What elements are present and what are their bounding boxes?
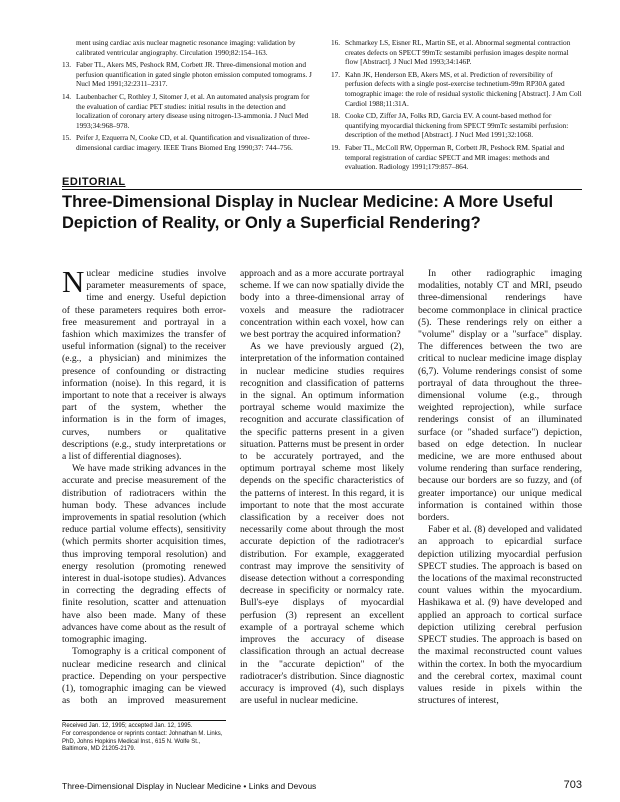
reference-item: 18. Cooke CD, Ziffer JA, Folks RD, Garcia EV. A count-based method for quantifying myocardial thickening from SPECT 99mTc sestamibi perfusion: description of the method [Abstract]. J Nucl Med 1991;32:1068. <box>331 111 569 140</box>
page-footer <box>62 779 582 793</box>
received-date: Received Jan. 12, 1995; accepted Jan. 12, 1995. <box>62 723 193 729</box>
reference-item: 14. Laubenbacher C, Rothley J, Sitomer J, et al. An automated analysis program for the evaluation of cardiac PET studies: initial results in the detection and localization of coronary artery disease using nitrogen-13-ammonia. J Nucl Med 1993;34:968–978. <box>62 91 310 130</box>
correspondence-footnote <box>62 720 226 754</box>
page-number: 703 <box>563 779 582 791</box>
reference-list <box>62 38 582 175</box>
reference-item: 15. Peifer J, Ezquerra N, Cooke CD, et al. Quantification and visualization of three-dimensional cardiac imagery. IEEE Trans Biomed Eng 1990;37: 744–756. <box>62 133 310 152</box>
body-paragraph: Faber et al. (8) developed and validated an approach to epicardial surface depiction utilizing myocardial perfusion SPECT studies. The approach is based on the locations of the maximal reconstructed count values within the myocardium. Hashikawa et al. (9) have developed and applied an approach to cortical surface depiction utilizing cerebral perfusion SPECT studies. The approach is based on the maximal reconstructed count values within the cortex. In both the myocardium and the cerebral cortex, maximal count values reside in pixels within the structures of interest, <box>418 524 582 707</box>
reference-item: 13. Faber TL, Akers MS, Peshock RM, Corbett JR. Three-dimensional motion and perfusion quantification in gated single photon emission computed tomograms. J Nucl Med 1991;32:2311–2317. <box>62 60 312 89</box>
body-paragraph: We have made striking advances in the accurate and precise measurement of the distribution of radiotracers within the human body. These advances include improvements in spatial resolution (which reduce partial volume effects), sensitivity (which permits shorter acquisition times, thus improving temporal resolution) and energy resolution (promoting renewed interest in dual-isotope studies). Advances in correcting the degrading effects of finite resolution, scatter and attenuation have also been made. Many of these advances have come about as the result of tomographic imaging. <box>62 463 226 646</box>
reference-column-left <box>62 38 313 175</box>
drop-cap: N <box>62 264 85 299</box>
reference-column-right <box>331 38 582 175</box>
article-body <box>62 264 582 726</box>
correspondence-address: For correspondence or reprints contact: Johnathan M. Links, PhD, Johns Hopkins Medical Inst., 615 N. Wolfe St., Baltimore, MD 21205-2179. <box>62 730 223 753</box>
reference-item: 17. Kahn JK, Henderson EB, Akers MS, et al. Prediction of reversibility of perfusion defects with a single post-exercise technetium-99m RP30A gated tomographic image: the role of residual systolic thickening [Abstract]. J Am Coll Cardiol 1988;11:31A. <box>331 69 582 108</box>
reference-item: 19. Faber TL, McColl RW, Opperman R, Corbett JR, Peshock RM. Spatial and temporal registration of cardiac SPECT and MR images: methods and evaluation. Radiology 1991;179:857–864. <box>331 142 565 172</box>
section-label: EDITORIAL <box>62 176 582 190</box>
running-title: Three-Dimensional Display in Nuclear Medicine • Links and Devous <box>62 781 317 791</box>
body-paragraph: Tomography is a critical component of nuclear medicine research and clinical practice. Depending on your perspective (1), tomographic imaging can be viewed as both an improved measurement approach and as a more accurate portrayal scheme. If we can now spatially divide the body into a three-dimensional array of voxels and measure the radiotracer concentration within each voxel, how can we best portray the acquired information? <box>62 268 404 707</box>
reference-item: 16. Schmarkey LS, Eisner RL, Martin SE, et al. Abnormal segmental contraction creates defects on SPECT 99mTc sestamibi perfusion images despite normal flow [Abstract]. J Nucl Med 1993;34:146P. <box>331 38 571 67</box>
reference-item: ment using cardiac axis nuclear magnetic resonance imaging: validation by calibrated ventricular angiography. Circulation 1990;82:154–163. <box>76 38 296 57</box>
article-title: Three-Dimensional Display in Nuclear Medicine: A More Useful Depiction of Reality, or Only a Superficial Rendering? <box>62 193 554 232</box>
body-paragraph: As we have previously argued (2), interpretation of the information contained in nuclear medicine studies requires recognition and classification of patterns in the signal. An optimum information portrayal scheme would maximize the recognition and accurate classification of the specific patterns present in a given situation. Patterns must be present in order to be accurately portrayed, and the optimum portrayal scheme most likely depends on the specific characteristics of the patterns of interest. In this regard, it is important to note that the most accurate classification by a receiver does not necessarily come about through the most accurate depiction of the radiotracer's distribution. For example, exaggerated contrast may improve the sensitivity of disease detection without a corresponding decrease in specificity or normalcy rate. Bull's-eye displays of myocardial perfusion (3) represent an excellent example of a portrayal scheme which improves the accuracy of disease classification through an actual decrease in the "accurate depiction" of the radiotracer's distribution. Since diagnostic accuracy is improved (4), such displays are useful in nuclear medicine. <box>240 341 404 707</box>
body-paragraph: In other radiographic imaging modalities, notably CT and MRI, pseudo three-dimensional renderings have become commonplace in clinical practice (5). These renderings rely on either a "volume" display or a "surface" display. The differences between the two are critical to nuclear medicine image display (6,7). Volume renderings consist of some portrayal of data throughout the three-dimensional volume (e.g., through weighted reprojection), while surface renderings consist of an illuminated surface (or "shaded surface") depiction, based on edge detection. In nuclear medicine, we are more enthused about volume rendering than surface rendering, because our borders are so fuzzy, and (of greater importance) our unique medical information is contained within those borders. <box>418 268 582 524</box>
body-paragraph: Nuclear medicine studies involve parameter measurements of space, time and energy. Useful depiction of these parameters requires both error-free measurement and portrayal in a fashion which maximizes the transfer of useful information (signal) to the receiver (e.g., a physician) and minimizes the presence of confounding or distracting information (noise). In this regard, it is important to note that a receiver is always part of the system, whether the information is in the form of images, curves, numbers or qualitative descriptions (e.g., study interpretations or a list of differential diagnoses). <box>62 264 226 463</box>
